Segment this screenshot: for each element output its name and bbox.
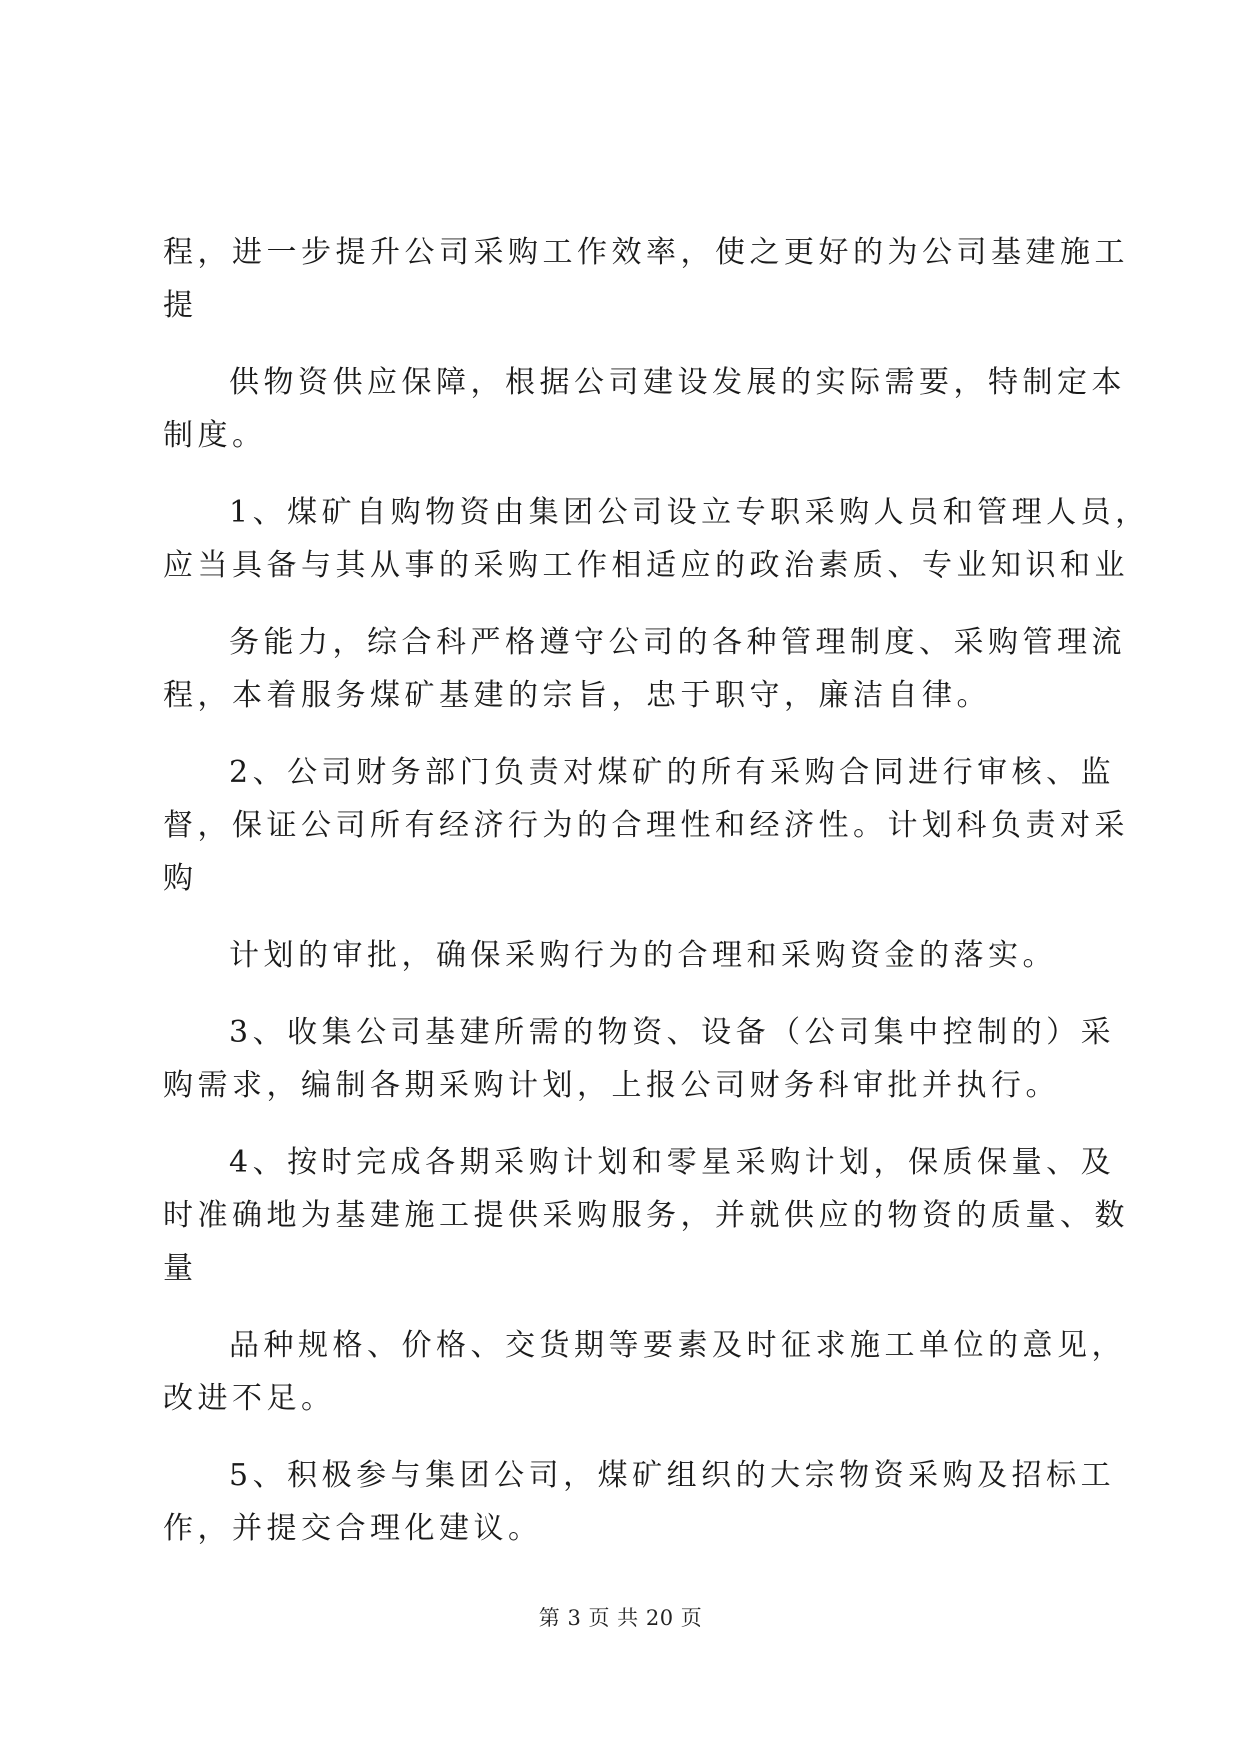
body-line: 制度。 (163, 418, 267, 453)
body-line: 品种规格、价格、交货期等要素及时征求施工单位的意见， (229, 1328, 1126, 1363)
body-line: 3、收集公司基建所需的物资、设备（公司集中控制的）采 (229, 1015, 1116, 1050)
body-line: 务能力，综合科严格遵守公司的各种管理制度、采购管理流 (229, 625, 1126, 660)
body-line: 作，并提交合理化建议。 (163, 1511, 543, 1546)
body-line: 应当具备与其从事的采购工作相适应的政治素质、专业知识和业 (163, 548, 1129, 583)
body-line: 督，保证公司所有经济行为的合理性和经济性。计划科负责对采 (163, 808, 1129, 843)
body-line: 改进不足。 (163, 1381, 336, 1416)
body-line: 5、积极参与集团公司，煤矿组织的大宗物资采购及招标工 (229, 1458, 1116, 1493)
body-line: 程，本着服务煤矿基建的宗旨，忠于职守，廉洁自律。 (163, 678, 991, 713)
body-line: 2、公司财务部门负责对煤矿的所有采购合同进行审核、监 (229, 755, 1116, 790)
body-line: 程，进一步提升公司采购工作效率，使之更好的为公司基建施工 (163, 235, 1129, 270)
body-line: 供物资供应保障，根据公司建设发展的实际需要，特制定本 (229, 365, 1126, 400)
body-line: 时准确地为基建施工提供采购服务，并就供应的物资的质量、数 (163, 1198, 1129, 1233)
page-number-footer: 第 3 页 共 20 页 (538, 1606, 703, 1630)
body-line: 提 (163, 288, 198, 323)
body-line: 购需求，编制各期采购计划，上报公司财务科审批并执行。 (163, 1068, 1060, 1103)
body-line: 1、煤矿自购物资由集团公司设立专职采购人员和管理人员， (229, 495, 1150, 530)
body-line: 量 (163, 1251, 198, 1286)
body-line: 购 (163, 861, 198, 896)
body-line: 4、按时完成各期采购计划和零星采购计划，保质保量、及 (229, 1145, 1116, 1180)
body-line: 计划的审批，确保采购行为的合理和采购资金的落实。 (229, 938, 1057, 973)
